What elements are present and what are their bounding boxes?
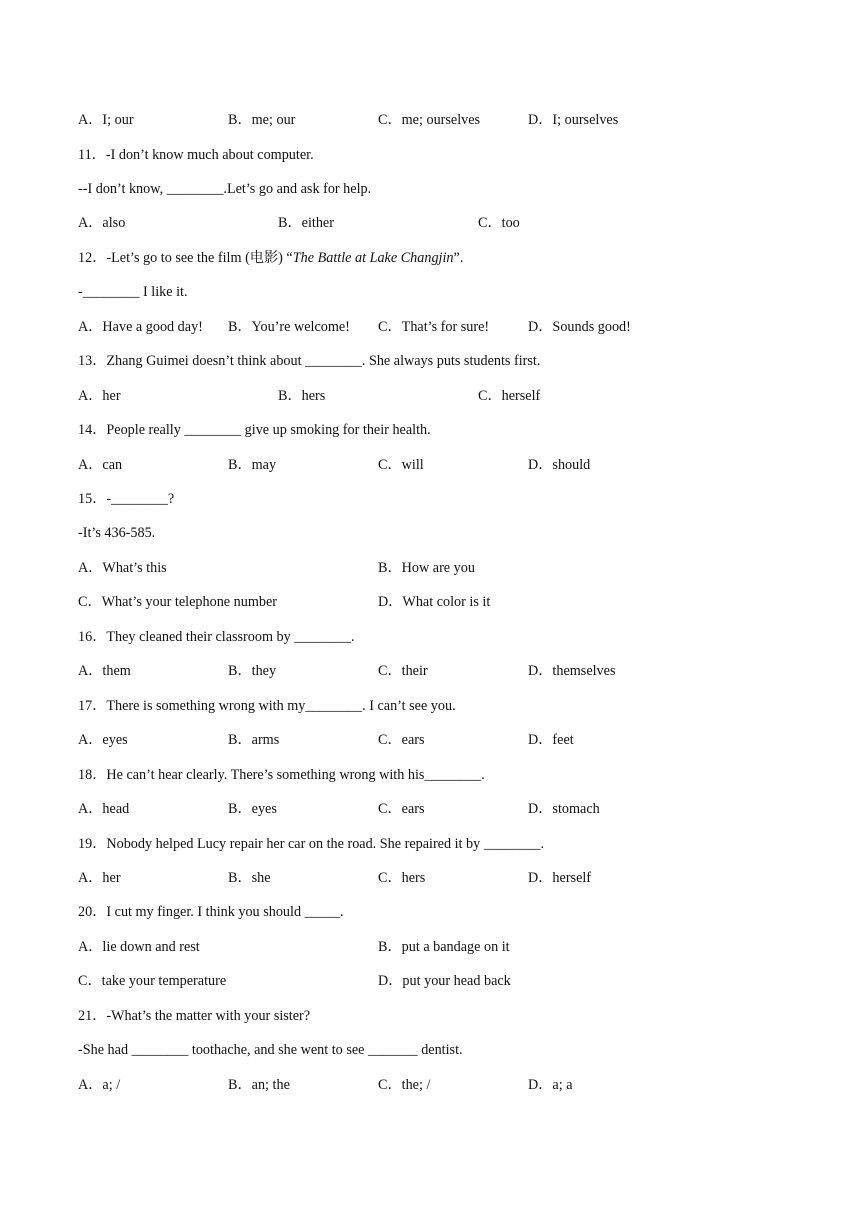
question-14-stem: 14．People really ________ give up smoking for their health. [78, 422, 431, 438]
question-21-dialogue: -She had ________ toothache, and she went to see _______ dentist. [78, 1042, 463, 1058]
question-11-stem: 11．-I don’t know much about computer. [78, 147, 314, 163]
option-d: D．a; a [528, 1077, 573, 1093]
option-a: A．them [78, 663, 131, 679]
option-d: D．Sounds good! [528, 319, 631, 335]
question-12-stem-text: 12．-Let’s go to see the film (电影) “ [78, 250, 293, 266]
option-b: B．an; the [228, 1077, 290, 1093]
film-title: The Battle at Lake Changjin [292, 250, 454, 266]
option-c: C．the; / [378, 1077, 431, 1093]
option-a: A．head [78, 801, 130, 817]
question-18-stem: 18．He can’t hear clearly. There’s something wrong with his________. [78, 767, 485, 783]
option-d: D．themselves [528, 663, 616, 679]
option-d: D．stomach [528, 801, 600, 817]
option-a: A．her [78, 870, 121, 886]
option-c: C．will [378, 457, 424, 473]
option-d: D．put your head back [378, 973, 511, 989]
option-c: C．their [378, 663, 428, 679]
option-b: B．You’re welcome! [228, 319, 350, 335]
question-12-stem-end: ”. [453, 250, 464, 266]
option-a: A．a; / [78, 1077, 121, 1093]
option-a: A．eyes [78, 732, 128, 748]
option-d: D．I; ourselves [528, 112, 619, 128]
question-15-stem: 15．-________? [78, 491, 175, 507]
question-19-stem: 19．Nobody helped Lucy repair her car on the road. She repaired it by ________. [78, 836, 545, 852]
option-c: C．too [478, 215, 520, 231]
question-21-stem: 21．-What’s the matter with your sister? [78, 1008, 311, 1024]
option-c: C．take your temperature [78, 973, 227, 989]
option-c: C．herself [478, 388, 541, 404]
option-d: D．should [528, 457, 591, 473]
question-16-stem: 16．They cleaned their classroom by ________. [78, 629, 355, 645]
question-20-stem: 20．I cut my finger. I think you should _____. [78, 904, 344, 920]
option-a: A．What’s this [78, 560, 167, 576]
option-a: A．also [78, 215, 126, 231]
option-b: B．arms [228, 732, 280, 748]
option-c: C．That’s for sure! [378, 319, 490, 335]
option-c: C．What’s your telephone number [78, 594, 277, 610]
option-a: A．her [78, 388, 121, 404]
question-12-stem [78, 246, 463, 270]
option-c: C．hers [378, 870, 426, 886]
option-a: A．can [78, 457, 123, 473]
option-d: D．What color is it [378, 594, 491, 610]
option-d: D．feet [528, 732, 574, 748]
question-17-stem: 17．There is something wrong with my________. I can’t see you. [78, 698, 456, 714]
option-b: B．may [228, 457, 277, 473]
option-b: B．me; our [228, 112, 296, 128]
option-c: C．ears [378, 801, 425, 817]
option-b: B．eyes [228, 801, 277, 817]
option-d: D．herself [528, 870, 592, 886]
option-b: B．either [278, 215, 334, 231]
question-15-dialogue: -It’s 436-585. [78, 525, 156, 541]
option-b: B．How are you [378, 560, 475, 576]
question-12-dialogue: -________ I like it. [78, 284, 188, 300]
option-a: A．I; our [78, 112, 134, 128]
option-b: B．she [228, 870, 271, 886]
option-b: B．put a bandage on it [378, 939, 510, 955]
option-b: B．hers [278, 388, 326, 404]
option-a: A．lie down and rest [78, 939, 200, 955]
option-a: A．Have a good day! [78, 319, 203, 335]
option-b: B．they [228, 663, 277, 679]
question-13-stem: 13．Zhang Guimei doesn’t think about ________. She always puts students first. [78, 353, 541, 369]
option-c: C．ears [378, 732, 425, 748]
question-11-dialogue: --I don’t know, ________.Let’s go and ask for help. [78, 181, 372, 197]
option-c: C．me; ourselves [378, 112, 481, 128]
